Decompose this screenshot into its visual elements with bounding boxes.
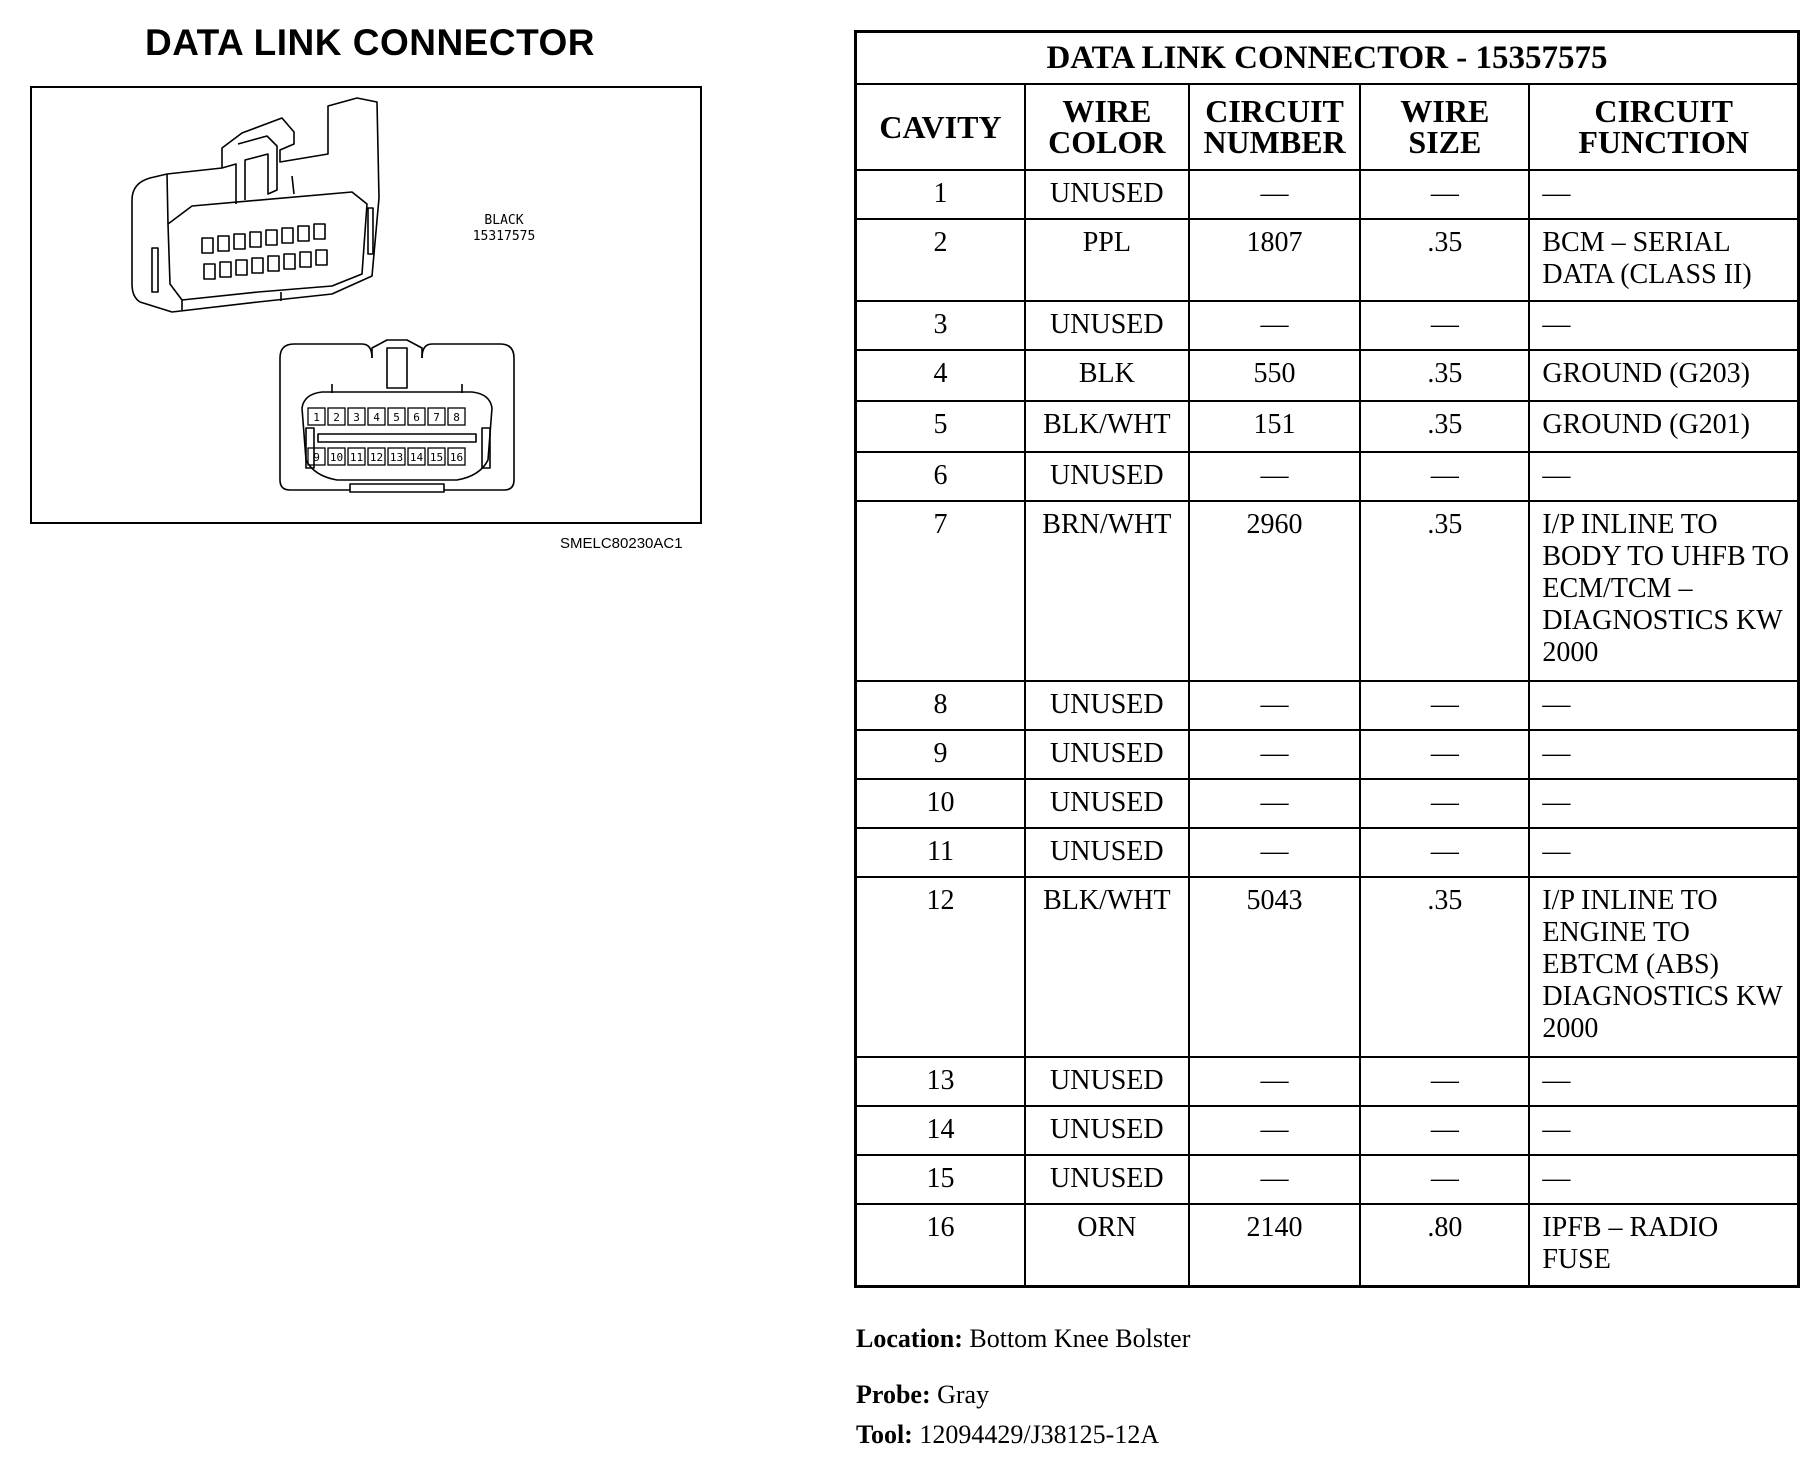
cell-circuit-number: 151 <box>1189 401 1361 452</box>
table-row <box>856 401 1799 452</box>
cell-wire-color: UNUSED <box>1025 1155 1189 1204</box>
pin-label: 5 <box>393 411 400 424</box>
connector-color-label: BLACK <box>484 213 524 228</box>
cell-circuit-number: 5043 <box>1189 877 1361 1057</box>
cell-circuit-function: — <box>1529 301 1798 350</box>
cell-wire-size: — <box>1360 779 1529 828</box>
cell-circuit-number: — <box>1189 1155 1361 1204</box>
cell-wire-size: — <box>1360 730 1529 779</box>
cell-cavity: 8 <box>856 681 1025 730</box>
cell-wire-color: UNUSED <box>1025 828 1189 877</box>
cell-cavity: 3 <box>856 301 1025 350</box>
cell-circuit-number: — <box>1189 170 1361 219</box>
pin-label: 9 <box>313 451 320 464</box>
cell-circuit-number: — <box>1189 730 1361 779</box>
header-wire-color: WIRE COLOR <box>1025 84 1189 170</box>
table-body <box>856 170 1799 1286</box>
table-row <box>856 350 1799 401</box>
cell-cavity: 11 <box>856 828 1025 877</box>
table-row <box>856 1106 1799 1155</box>
connector-perspective-view <box>132 98 379 312</box>
cell-wire-color: UNUSED <box>1025 1106 1189 1155</box>
table-row <box>856 877 1799 1057</box>
cell-circuit-function: — <box>1529 1106 1798 1155</box>
table-row <box>856 1155 1799 1204</box>
header-wire-size: WIRE SIZE <box>1360 84 1529 170</box>
cell-circuit-number: — <box>1189 452 1361 501</box>
table-row <box>856 170 1799 219</box>
cell-wire-color: UNUSED <box>1025 1057 1189 1106</box>
cell-circuit-number: — <box>1189 1057 1361 1106</box>
cell-circuit-function: GROUND (G201) <box>1529 401 1798 452</box>
pin-label: 2 <box>333 411 340 424</box>
cell-cavity: 9 <box>856 730 1025 779</box>
header-cavity: CAVITY <box>856 84 1025 170</box>
cell-cavity: 7 <box>856 501 1025 681</box>
cell-circuit-function: — <box>1529 1057 1798 1106</box>
cell-cavity: 13 <box>856 1057 1025 1106</box>
connector-figure <box>30 86 702 524</box>
connector-part-label: 15317575 <box>472 229 536 244</box>
table-row <box>856 501 1799 681</box>
cell-cavity: 5 <box>856 401 1025 452</box>
pin-label: 11 <box>349 451 364 464</box>
cell-wire-size: .35 <box>1360 401 1529 452</box>
pin-label: 6 <box>413 411 420 424</box>
cell-wire-color: ORN <box>1025 1204 1189 1286</box>
cell-circuit-function: IPFB – RADIO FUSE <box>1529 1204 1798 1286</box>
cell-circuit-number: — <box>1189 301 1361 350</box>
cell-cavity: 15 <box>856 1155 1025 1204</box>
pin-label: 3 <box>353 411 360 424</box>
cell-wire-size: — <box>1360 170 1529 219</box>
cell-wire-color: BRN/WHT <box>1025 501 1189 681</box>
cell-circuit-function: GROUND (G203) <box>1529 350 1798 401</box>
cell-circuit-function: — <box>1529 452 1798 501</box>
cell-circuit-function: — <box>1529 170 1798 219</box>
cell-circuit-number: — <box>1189 681 1361 730</box>
table-row <box>856 219 1799 301</box>
figure-code: SMELC80230AC1 <box>560 535 683 552</box>
cell-circuit-number: 550 <box>1189 350 1361 401</box>
probe-label: Probe: <box>856 1380 931 1409</box>
header-circuit-function: CIRCUIT FUNCTION <box>1529 84 1798 170</box>
table-row <box>856 452 1799 501</box>
connector-pinout-table <box>854 30 1800 1288</box>
cell-circuit-number: 2140 <box>1189 1204 1361 1286</box>
cell-wire-size: — <box>1360 452 1529 501</box>
cell-wire-color: UNUSED <box>1025 730 1189 779</box>
cell-wire-size: — <box>1360 1155 1529 1204</box>
cell-wire-color: BLK/WHT <box>1025 401 1189 452</box>
cell-circuit-number: — <box>1189 1106 1361 1155</box>
location-note <box>856 1324 1190 1354</box>
cell-wire-size: .35 <box>1360 501 1529 681</box>
cell-cavity: 2 <box>856 219 1025 301</box>
location-value: Bottom Knee Bolster <box>969 1324 1191 1353</box>
cell-wire-color: UNUSED <box>1025 779 1189 828</box>
pin-label: 7 <box>433 411 440 424</box>
pin-label: 13 <box>389 451 404 464</box>
pin-label: 4 <box>373 411 380 424</box>
header-circuit-number: CIRCUIT NUMBER <box>1189 84 1361 170</box>
table-row <box>856 301 1799 350</box>
cell-circuit-function: — <box>1529 779 1798 828</box>
cell-wire-color: BLK <box>1025 350 1189 401</box>
table-row <box>856 681 1799 730</box>
figure-title: DATA LINK CONNECTOR <box>144 22 596 63</box>
probe-value: Gray <box>937 1380 990 1409</box>
cell-cavity: 4 <box>856 350 1025 401</box>
tool-note <box>856 1420 1159 1450</box>
pin-label: 14 <box>409 451 424 464</box>
cell-wire-size: — <box>1360 301 1529 350</box>
table-row <box>856 1057 1799 1106</box>
cell-wire-color: UNUSED <box>1025 301 1189 350</box>
perspective-pin-rows <box>202 224 327 279</box>
tool-label: Tool: <box>856 1420 913 1449</box>
cell-circuit-function: I/P INLINE TO BODY TO UHFB TO ECM/TCM – DIAGNOSTICS KW 2000 <box>1529 501 1798 681</box>
cell-circuit-function: I/P INLINE TO ENGINE TO EBTCM (ABS) DIAGNOSTICS KW 2000 <box>1529 877 1798 1057</box>
pin-label: 10 <box>329 451 344 464</box>
cell-cavity: 1 <box>856 170 1025 219</box>
connector-drawing <box>32 88 700 522</box>
cell-cavity: 12 <box>856 877 1025 1057</box>
cell-circuit-function: BCM – SERIAL DATA (CLASS II) <box>1529 219 1798 301</box>
cell-circuit-number: 2960 <box>1189 501 1361 681</box>
cell-cavity: 14 <box>856 1106 1025 1155</box>
table-row <box>856 779 1799 828</box>
table-row <box>856 828 1799 877</box>
cell-wire-color: UNUSED <box>1025 452 1189 501</box>
cell-wire-color: PPL <box>1025 219 1189 301</box>
cell-wire-size: — <box>1360 828 1529 877</box>
cell-circuit-number: — <box>1189 828 1361 877</box>
cell-circuit-number: 1807 <box>1189 219 1361 301</box>
cell-wire-size: — <box>1360 681 1529 730</box>
pin-label: 16 <box>449 451 464 464</box>
table-row <box>856 730 1799 779</box>
face-pins-top <box>308 408 465 425</box>
cell-wire-size: — <box>1360 1057 1529 1106</box>
location-label: Location: <box>856 1324 963 1353</box>
cell-wire-size: .80 <box>1360 1204 1529 1286</box>
pin-label: 15 <box>429 451 444 464</box>
cell-wire-size: .35 <box>1360 350 1529 401</box>
cell-wire-size: .35 <box>1360 877 1529 1057</box>
cell-wire-size: .35 <box>1360 219 1529 301</box>
cell-circuit-function: — <box>1529 730 1798 779</box>
cell-circuit-function: — <box>1529 1155 1798 1204</box>
cell-circuit-function: — <box>1529 828 1798 877</box>
tool-value: 12094429/J38125-12A <box>919 1420 1160 1449</box>
pin-label: 1 <box>313 411 320 424</box>
probe-note <box>856 1380 989 1410</box>
table-row <box>856 1204 1799 1286</box>
cell-wire-color: BLK/WHT <box>1025 877 1189 1057</box>
cell-circuit-number: — <box>1189 779 1361 828</box>
cell-wire-color: UNUSED <box>1025 681 1189 730</box>
cell-cavity: 6 <box>856 452 1025 501</box>
table-title: DATA LINK CONNECTOR - 15357575 <box>856 32 1799 85</box>
cell-wire-color: UNUSED <box>1025 170 1189 219</box>
cell-circuit-function: — <box>1529 681 1798 730</box>
pin-label: 12 <box>369 451 384 464</box>
cell-cavity: 16 <box>856 1204 1025 1286</box>
cell-wire-size: — <box>1360 1106 1529 1155</box>
pin-label: 8 <box>453 411 460 424</box>
cell-cavity: 10 <box>856 779 1025 828</box>
